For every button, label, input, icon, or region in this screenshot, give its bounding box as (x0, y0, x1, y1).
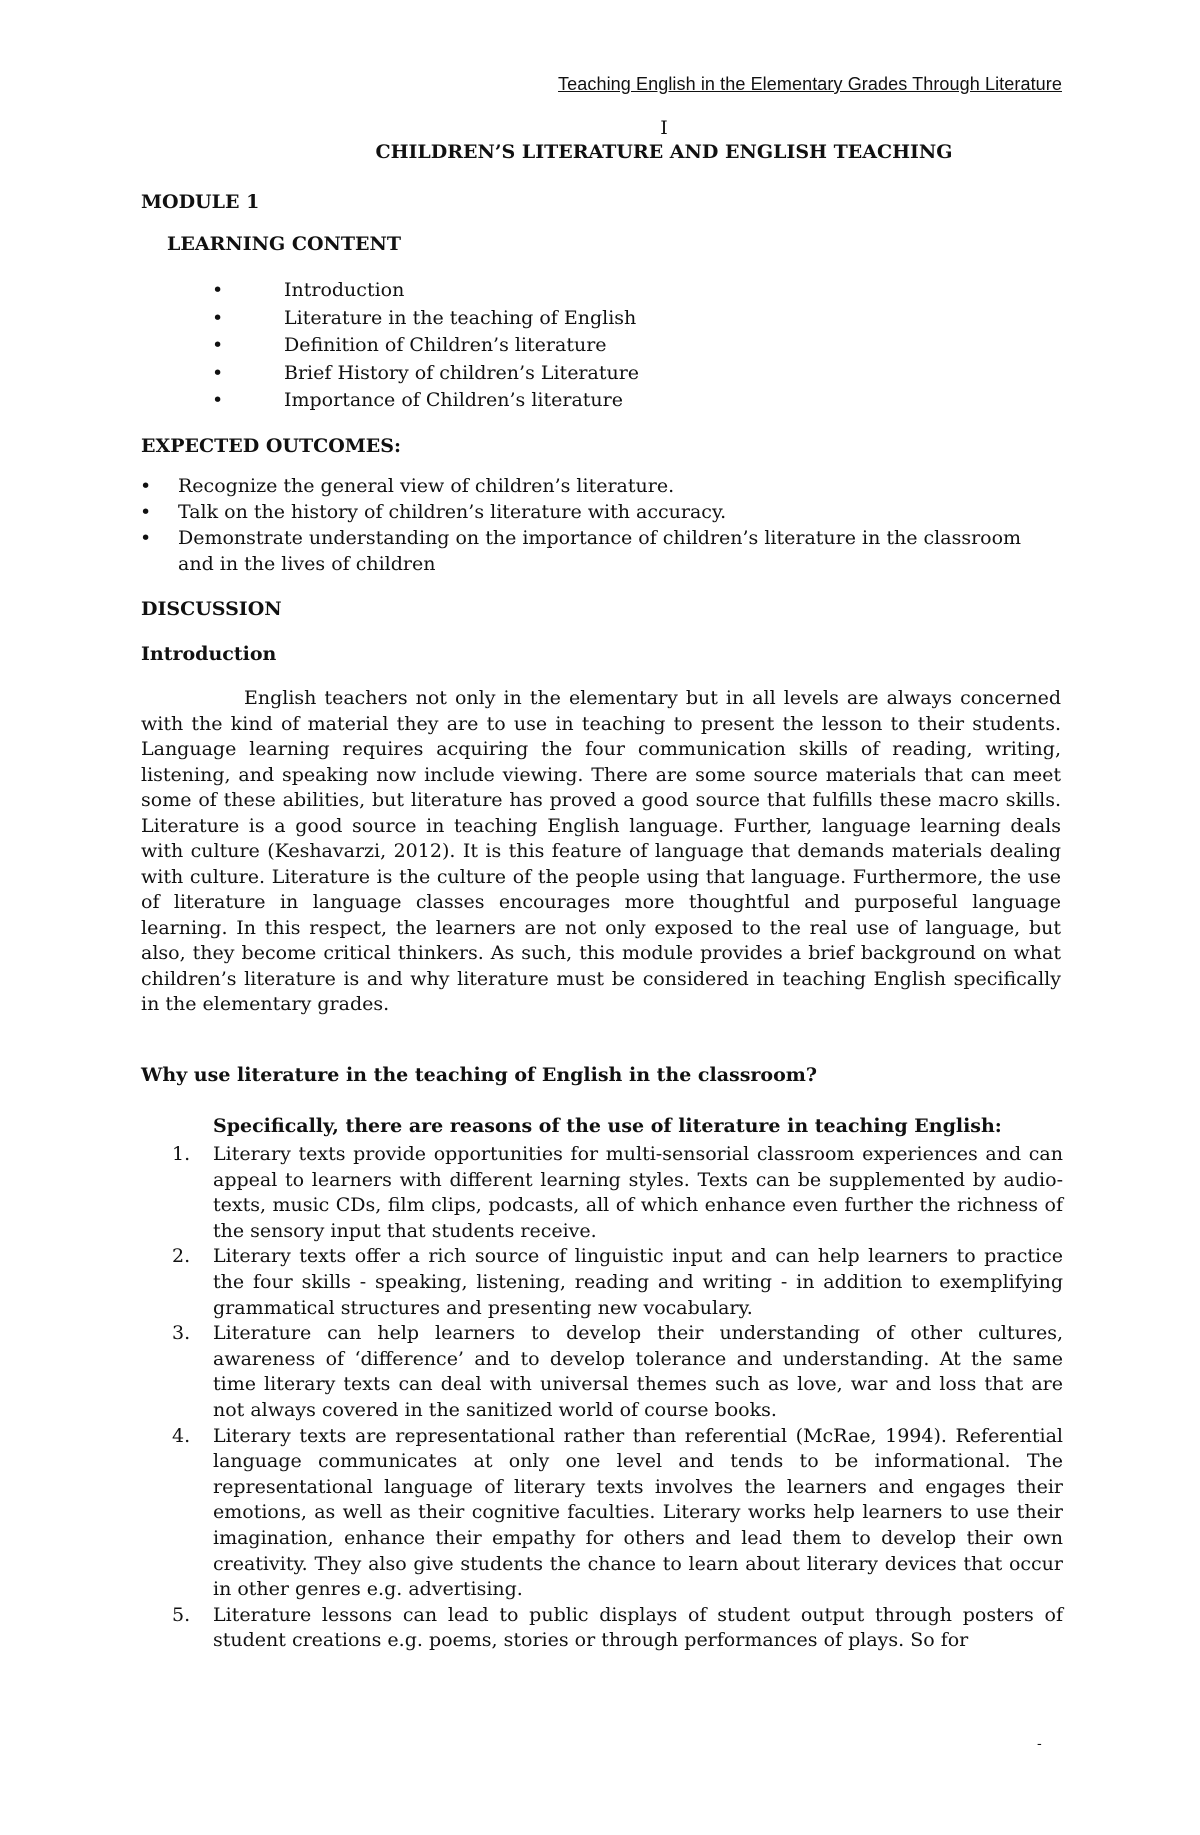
discussion-heading: DISCUSSION (141, 598, 282, 620)
list-number: 2. (172, 1245, 191, 1268)
list-item: • Literature in the teaching of English (212, 305, 639, 333)
list-item: • Definition of Children’s literature (212, 332, 639, 360)
list-item-text: Literary texts provide opportunities for multi-sensorial classroom experiences and can appeal to learners with different learning styles. Texts can be supplemented by audio-texts, music CDs, film clips, podcasts, all of which enhance even further the richness of the sensory input that students receive. (213, 1143, 1063, 1242)
list-item: • Recognize the general view of children’s literature. (138, 473, 1038, 499)
list-item (141, 1424, 1063, 1603)
list-item: • Talk on the history of children’s literature with accuracy. (138, 499, 1038, 525)
list-number: 3. (172, 1322, 191, 1345)
list-item (141, 1244, 1063, 1321)
learning-content-heading: LEARNING CONTENT (167, 233, 402, 255)
list-number: 1. (172, 1143, 191, 1165)
list-item-text: Literary texts are representational rather than referential (McRae, 1994). Referential language communicates at only one level and tends to be informational. The representational language of literary texts involves the learners and engages their emotions, as well as their cognitive faculties. Literary works help learners to use their imagination, enhance their empathy for others and lead them to develop their own creativity. They also give students the chance to learn about literary devices that occur in other genres e.g. advertising. (213, 1424, 1063, 1601)
running-header: Teaching English in the Elementary Grades Through Literature (558, 74, 1062, 94)
introduction-heading: Introduction (141, 643, 277, 665)
outcomes-list (138, 473, 1038, 577)
learning-content-list (212, 277, 639, 415)
list-item (141, 1603, 1063, 1654)
why-heading: Why use literature in the teaching of English in the classroom? (141, 1064, 818, 1086)
chapter-title: CHILDREN’S LITERATURE AND ENGLISH TEACHING (375, 141, 953, 163)
reasons-list (141, 1142, 1063, 1654)
reasons-heading: Specifically, there are reasons of the use of literature in teaching English: (213, 1115, 1002, 1137)
outcomes-heading: EXPECTED OUTCOMES: (141, 435, 402, 457)
module-label: MODULE 1 (141, 191, 260, 213)
list-item: • Brief History of children’s Literature (212, 360, 639, 388)
list-item (141, 1142, 1063, 1244)
chapter-number: I (660, 117, 668, 139)
list-item-text: Literature can help learners to develop their understanding of other cultures, awareness of ‘difference’ and to develop tolerance and understanding. At the same time literary texts can deal with universal themes such as love, war and loss that are not always covered in the sanitized world of course books. (213, 1322, 1063, 1421)
list-number: 5. (172, 1603, 191, 1626)
list-item-text: Literary texts offer a rich source of linguistic input and can help learners to practice the four skills - speaking, listening, reading and writing - in addition to exemplifying grammatical structures and presenting new vocabulary. (213, 1245, 1063, 1319)
introduction-paragraph: English teachers not only in the elementary but in all levels are always concerned with the kind of material they are to use in teaching to present the lesson to their students. Language learning requires acquiring the four communication skills of reading, writing, listening, and speaking now include viewing. There are some source materials that can meet some of these abilities, but literature has proved a good source that fulfills these macro skills. Literature is a good source in teaching English language. Further, language learning deals with culture (Keshavarzi, 2012). It is this feature of language that demands materials dealing with culture. Literature is the culture of the people using that language. Furthermore, the use of literature in language classes encourages more thoughtful and purposeful language learning. In this respect, the learners are not only exposed to the real use of language, but also, they become critical thinkers. As such, this module provides a brief background on what children’s literature is and why literature must be considered in teaching English specifically in the elementary grades. (141, 687, 1061, 1015)
list-item: • Demonstrate understanding on the importance of children’s literature in the classroom and in the lives of children (138, 525, 1038, 577)
list-number: 4. (172, 1424, 191, 1447)
list-item (141, 1321, 1063, 1423)
list-item-text: Literature lessons can lead to public displays of student output through posters of student creations e.g. poems, stories or through performances of plays. So for (213, 1603, 1063, 1652)
page-mark: - (1037, 1736, 1042, 1752)
list-item: • Importance of Children’s literature (212, 387, 639, 415)
list-item: • Introduction (212, 277, 639, 305)
